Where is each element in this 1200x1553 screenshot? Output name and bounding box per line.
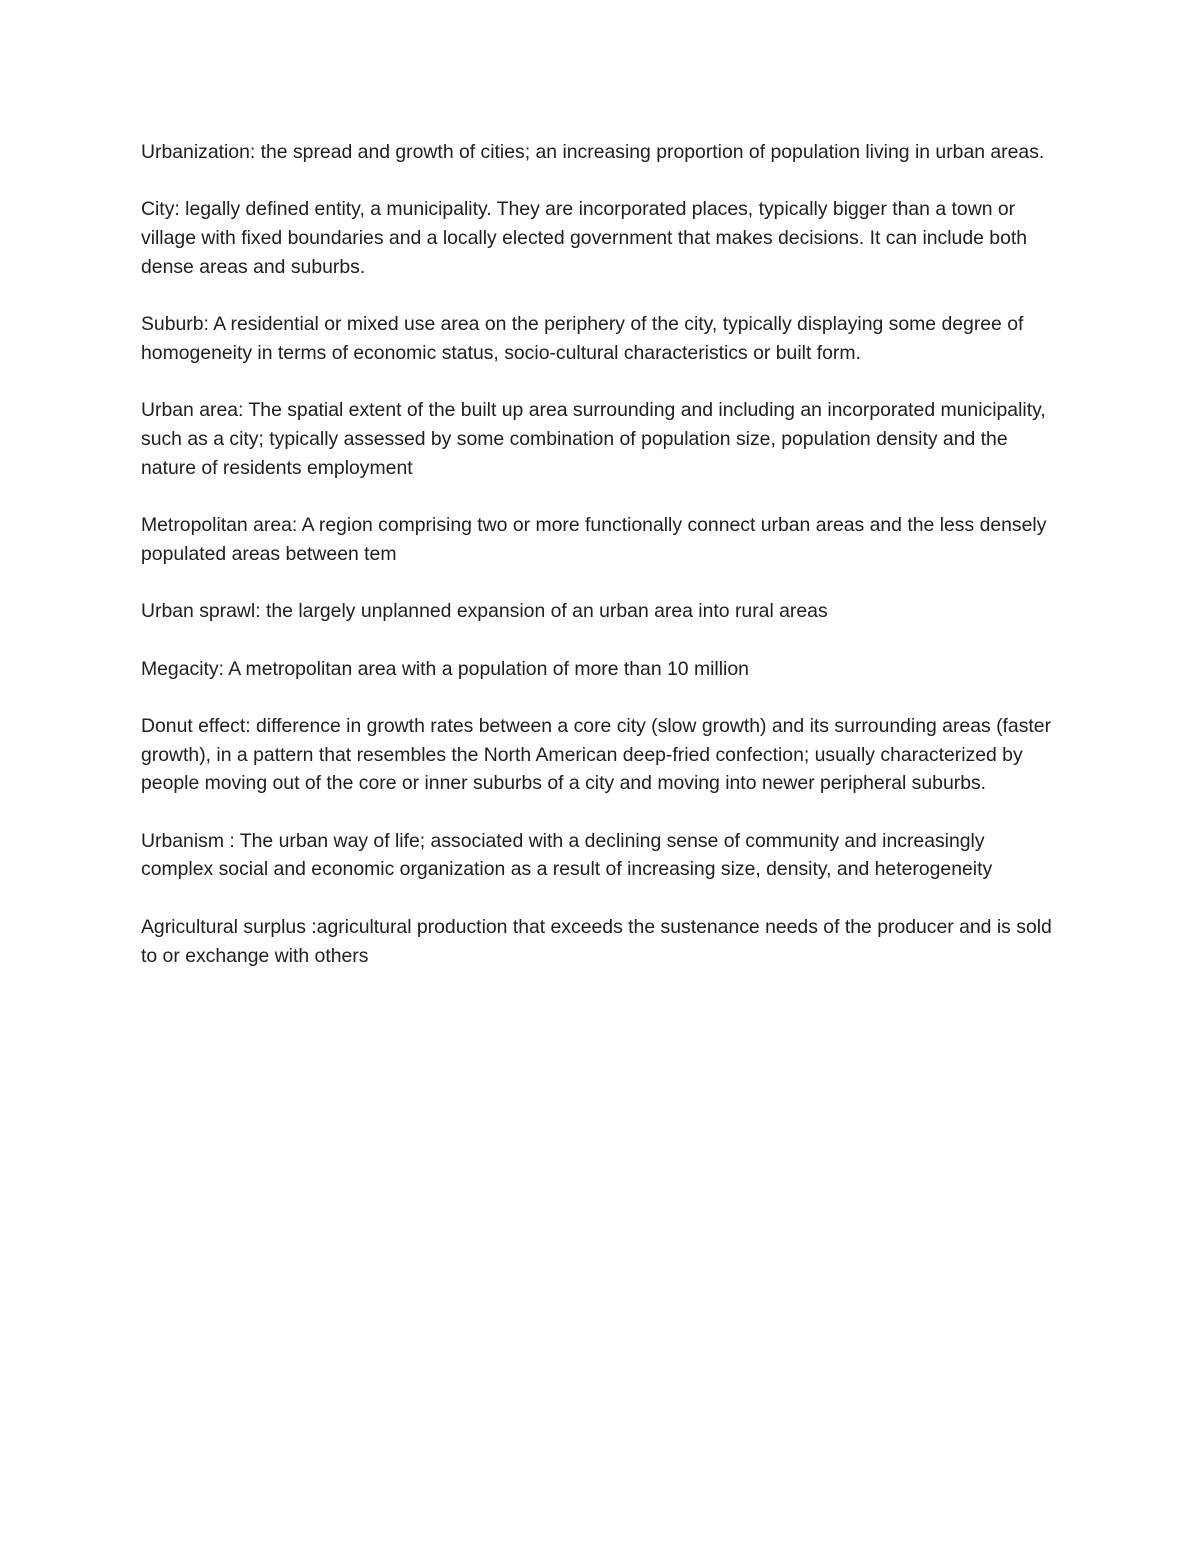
paragraph-metropolitan-area: Metropolitan area: A region comprising two or more functionally connect urban areas and the less densely populated areas between tem [141,514,1047,565]
document-body [141,138,1056,970]
paragraph-urban-area: Urban area: The spatial extent of the built up area surrounding and including an incorporated municipality, such as a city; typically assessed by some combination of population size, population density and the nature of residents employment [141,399,1046,479]
paragraph-urban-sprawl: Urban sprawl: the largely unplanned expansion of an urban area into rural areas [141,600,828,623]
paragraph-urbanism: Urbanism : The urban way of life; associated with a declining sense of community and increasingly complex social and economic organization as a result of increasing size, density, and heterogeneity [141,829,993,881]
paragraph-donut-effect: Donut effect: difference in growth rates between a core city (slow growth) and its surrounding areas (faster growth), in a pattern that resembles the North American deep-fried confection; usually characterized by people moving out of the core or inner suburbs of a city and moving into newer peripheral suburbs. [141,714,1052,795]
paragraph-megacity: Megacity: A metropolitan area with a population of more than 10 million [141,657,749,680]
paragraph-urbanization: Urbanization: the spread and growth of cities; an increasing proportion of population living in urban areas. [141,141,1045,163]
paragraph-agricultural-surplus: Agricultural surplus :agricultural production that exceeds the sustenance needs of the producer and is sold to or exchange with others [141,915,1052,967]
paragraph-suburb: Suburb: A residential or mixed use area on the periphery of the city, typically displaying some degree of homogeneity in terms of economic status, socio-cultural characteristics or built form. [141,313,1024,364]
paragraph-city: City: legally defined entity, a municipality. They are incorporated places, typically bigger than a town or village with fixed boundaries and a locally elected government that makes decisions. It can include both dense areas and suburbs. [141,198,1028,278]
